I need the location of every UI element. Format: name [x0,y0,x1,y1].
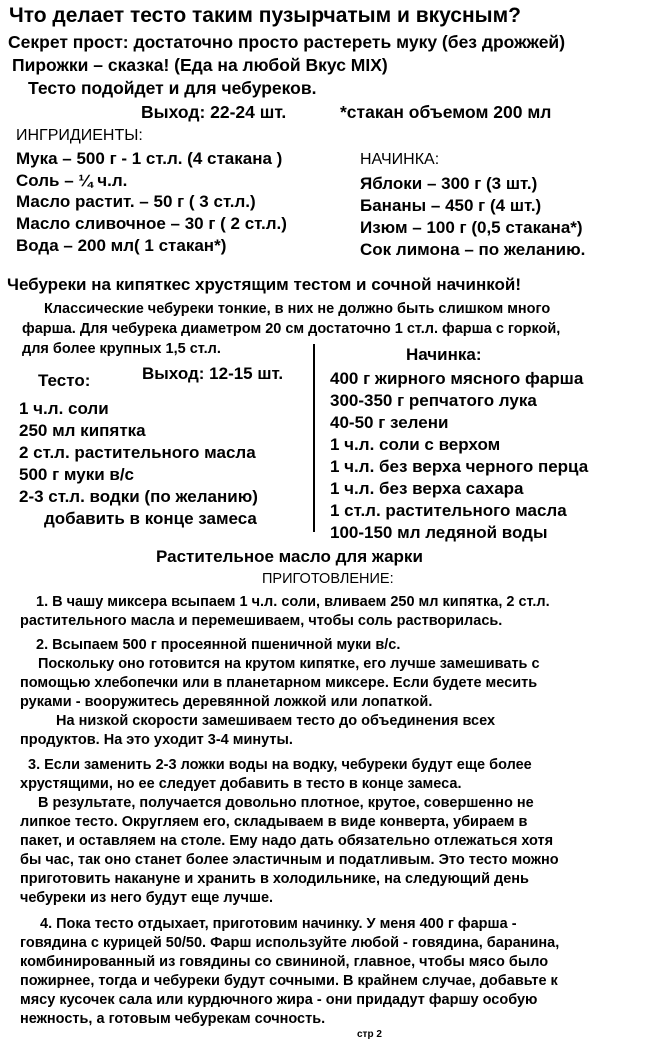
recipe2-intro-3: для более крупных 1,5 ст.л. [22,341,221,357]
step-3-line-1: 3. Если заменить 2-3 ложки воды на водку, чебуреки будут еще более [28,757,532,773]
recipe1-intro-3: Тесто подойдет и для чебуреков. [28,78,317,98]
recipe1-ingredient-oil: Масло растит. – 50 г ( 3 ст.л.) [16,192,256,211]
recipe1-ingredient-salt: Соль – ¼ ч.л. [16,171,128,190]
recipe1-yield: Выход: 22-24 шт. [141,102,287,122]
recipe2-filling-pepper: 1 ч.л. без верха черного перца [330,457,589,476]
step-2-line-6: продуктов. На это уходит 3-4 минуты. [20,732,293,748]
step-4-line-5: мясу кусочек сала или курдючного жира - они придадут фаршу особую [20,992,538,1008]
recipe2-dough-oil: 2 ст.л. растительного масла [19,443,256,462]
recipe2-filling-ice-water: 100-150 мл ледяной воды [330,523,548,542]
frying-oil-note: Растительное масло для жарки [156,547,423,566]
recipe1-filling-raisins: Изюм – 100 г (0,5 стакана*) [360,218,583,237]
step-4-line-1: 4. Пока тесто отдыхает, приготовим начинку. У меня 400 г фарша - [40,916,517,932]
recipe2-dough-flour: 500 г муки в/с [19,465,135,484]
recipe2-filling-oil: 1 ст.л. растительного масла [330,501,567,520]
step-3-line-5: пакет, и оставляем на столе. Ему надо дать обязательно отлежаться хотя [20,833,554,849]
recipe2-dough-salt: 1 ч.л. соли [19,399,109,418]
step-4-line-3: комбинированный из говядины со свининой, главное, чтобы мясо было [20,954,549,970]
recipe1-ingredient-water: Вода – 200 мл( 1 стакан*) [16,236,227,255]
recipe1-filling-heading: НАЧИНКА: [360,151,440,168]
recipe1-filling-bananas: Бананы – 450 г (4 шт.) [360,196,542,215]
preparation-heading: ПРИГОТОВЛЕНИЕ: [262,571,394,587]
recipe2-filling-mince: 400 г жирного мясного фарша [330,369,584,388]
column-divider [313,344,315,532]
step-3-line-8: чебуреки из него будут еще лучше. [20,890,274,906]
step-4-line-2: говядина с курицей 50/50. Фарш используйте любой - говядина, баранина, [20,935,560,951]
recipe2-dough-note: добавить в конце замеса [44,509,257,528]
step-3-line-4: липкое тесто. Округляем его, складываем в виде конверта, убираем в [20,814,528,830]
recipe2-filling-heading: Начинка: [406,345,482,364]
recipe1-intro-2: Пирожки – сказка! (Еда на любой Вкус MIX) [12,55,388,75]
recipe1-cup-note: *стакан объемом 200 мл [340,102,552,122]
recipe1-title: Что делает тесто таким пузырчатым и вкусным? [9,4,521,27]
step-2-line-5: На низкой скорости замешиваем тесто до объединения всех [56,713,496,729]
recipe1-ingredients-heading: ИНГРИДИЕНТЫ: [16,127,143,144]
recipe2-yield: Выход: 12-15 шт. [142,364,284,383]
recipe1-intro-1: Секрет прост: достаточно просто растереть муку (без дрожжей) [8,32,566,52]
step-2-line-2: Поскольку оно готовится на крутом кипятке, его лучше замешивать с [38,656,540,672]
recipe2-filling-salt: 1 ч.л. соли с верхом [330,435,501,454]
recipe2-filling-onion: 300-350 г репчатого лука [330,391,537,410]
step-3-line-7: приготовить накануне и хранить в холодильнике, на следующий день [20,871,529,887]
page-number: стр 2 [357,1029,382,1040]
recipe1-ingredient-flour: Мука – 500 г - 1 ст.л. (4 стакана ) [16,149,283,168]
recipe2-filling-sugar: 1 ч.л. без верха сахара [330,479,524,498]
recipe1-filling-apples: Яблоки – 300 г (3 шт.) [360,174,538,193]
step-2-line-3: помощью хлебопечки или в планетарном миксере. Если будете месить [20,675,538,691]
recipe2-intro-1: Классические чебуреки тонкие, в них не должно быть слишком много [44,301,551,317]
step-2-line-4: руками - вооружитесь деревянной ложкой или лопаткой. [20,694,433,710]
recipe1-filling-lemon: Сок лимона – по желанию. [360,240,586,259]
recipe1-ingredient-butter: Масло сливочное – 30 г ( 2 ст.л.) [16,214,287,233]
recipe2-title: Чебуреки на кипяткес хрустящим тестом и сочной начинкой! [7,275,522,294]
recipe2-filling-greens: 40-50 г зелени [330,413,449,432]
step-3-line-6: бы час, так оно станет более эластичным и податливым. Это тесто можно [20,852,559,868]
step-4-line-6: нежность, а готовым чебурекам сочность. [20,1011,326,1027]
step-2-line-1: 2. Всыпаем 500 г просеянной пшеничной муки в/с. [36,637,401,653]
recipe2-dough-water: 250 мл кипятка [19,421,146,440]
step-3-line-3: В результате, получается довольно плотное, крутое, совершенно не [38,795,534,811]
step-3-line-2: хрустящими, но ее следует добавить в тесто в конце замеса. [20,776,462,792]
step-1-line-2: растительного масла и перемешиваем, чтобы соль растворилась. [20,613,503,629]
step-1-line-1: 1. В чашу миксера всыпаем 1 ч.л. соли, вливаем 250 мл кипятка, 2 ст.л. [36,594,550,610]
recipe2-dough-heading: Тесто: [38,371,91,390]
recipe2-intro-2: фарша. Для чебурека диаметром 20 см достаточно 1 ст.л. фарша с горкой, [22,321,561,337]
recipe2-dough-vodka: 2-3 ст.л. водки (по желанию) [19,487,258,506]
step-4-line-4: пожирнее, тогда и чебуреки будут сочными. В крайнем случае, добавьте к [20,973,558,989]
